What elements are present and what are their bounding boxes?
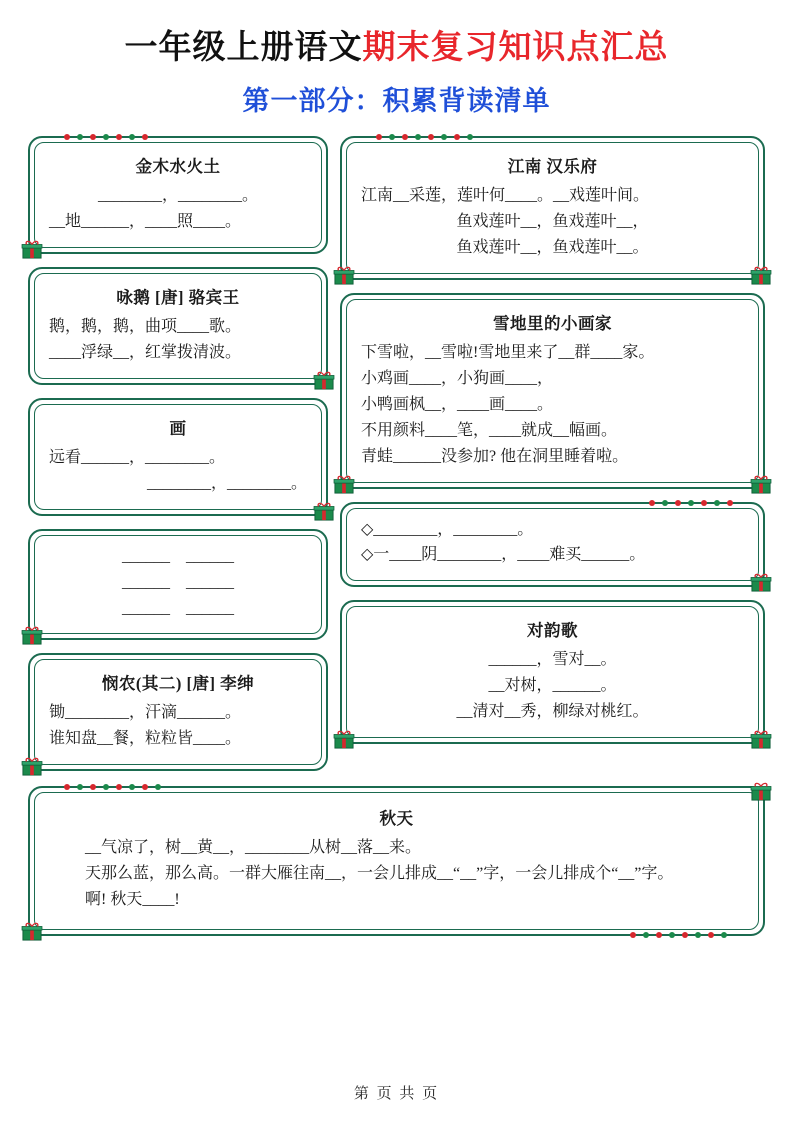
card-line: 青蛙______没参加? 他在洞里睡着啦。: [361, 447, 629, 465]
left-column: [28, 136, 328, 784]
bead-decoration: [630, 932, 727, 938]
card-line: 啊! 秋天____!: [85, 891, 180, 909]
card-line: 天那么蓝，那么高。一群大雁往南__，一会儿排成__“__”字，一会儿排成个“__”字。: [85, 865, 674, 883]
gift-icon: [750, 781, 772, 801]
card-minnong: [28, 653, 328, 771]
bead-decoration: [64, 134, 148, 140]
card-blank-recite: [28, 529, 328, 641]
card-line: __地______，____照____。: [49, 213, 242, 231]
card-line: 鱼戏莲叶__，鱼戏莲叶__，: [456, 213, 649, 231]
page-title: [28, 28, 765, 69]
gift-icon: [21, 625, 43, 645]
page-subtitle: 第一部分：积累背读清单: [242, 86, 551, 117]
gift-icon: [333, 729, 355, 749]
card-line: ◇一____阴________，____难买______。: [361, 546, 646, 564]
card-line: 下雪啦，__雪啦!雪地里来了__群____家。: [361, 343, 655, 361]
gift-icon: [21, 239, 43, 259]
card-title: 画: [169, 418, 187, 438]
gift-icon: [21, 921, 43, 941]
card-line: ______ ______: [122, 573, 234, 591]
card-title: 雪地里的小画家: [493, 313, 612, 333]
card-hua: [28, 398, 328, 516]
card-title: 金木水火土: [135, 157, 221, 177]
card-title: 江南 汉乐府: [507, 157, 598, 177]
card-xuedili-xiaohuajia: [340, 293, 765, 489]
page-title-black: 一年级上册语文: [124, 30, 363, 66]
card-jiangnan: [340, 136, 765, 280]
card-yonge: [28, 267, 328, 385]
card-line: ____浮绿__，红掌拨清波。: [49, 343, 242, 361]
content-grid: [28, 136, 765, 784]
card-duiyunge: [340, 600, 765, 744]
right-column: [340, 136, 765, 757]
card-title: 悯农(其二) [唐] 李绅: [101, 674, 255, 694]
bead-decoration: [64, 784, 161, 790]
card-line: ______ ______: [122, 547, 234, 565]
card-line: __气凉了，树__黄__，________从树__落__来。: [85, 839, 422, 857]
gift-icon: [750, 474, 772, 494]
card-jinmushuihuotu: [28, 136, 328, 254]
gift-icon: [21, 756, 43, 776]
card-line: ________，________。: [97, 187, 258, 205]
card-line: 江南__采莲，莲叶何____。__戏莲叶间。: [361, 187, 650, 205]
page-footer: 第 页 共 页: [353, 1086, 440, 1102]
card-title: 对韵歌: [527, 621, 578, 641]
card-line: 鹅，鹅，鹅，曲项____歌。: [49, 318, 242, 336]
card-line: ______ ______: [122, 599, 234, 617]
card-qiutian: [28, 786, 765, 936]
card-line: 远看______，________。: [49, 448, 226, 466]
gift-icon: [333, 265, 355, 285]
card-proverbs: [340, 502, 765, 588]
card-line: ______，雪对__。: [488, 651, 617, 669]
card-line: __对树，______。: [488, 677, 617, 695]
gift-icon: [750, 572, 772, 592]
gift-icon: [750, 729, 772, 749]
card-title: 秋天: [379, 809, 414, 829]
card-line: ◇________，________。: [361, 520, 534, 538]
card-line: 谁知盘__餐，粒粒皆____。: [49, 730, 242, 748]
page-title-red: 期末复习知识点汇总: [362, 30, 669, 66]
card-title: 咏鹅 [唐] 骆宾王: [116, 288, 240, 308]
card-line: ________，________。: [146, 474, 307, 492]
bead-decoration: [649, 500, 733, 506]
gift-icon: [313, 501, 335, 521]
gift-icon: [750, 265, 772, 285]
gift-icon: [333, 474, 355, 494]
card-line: 小鸡画____，小狗画____，: [361, 369, 554, 387]
card-line: 不用颜料____笔，____就成__幅画。: [361, 421, 618, 439]
card-line: __清对__秀，柳绿对桃红。: [456, 703, 649, 721]
bead-decoration: [376, 134, 473, 140]
gift-icon: [313, 370, 335, 390]
card-line: 鱼戏莲叶__，鱼戏莲叶__。: [456, 239, 649, 257]
card-line: 小鸭画枫__，____画____。: [361, 395, 554, 413]
card-line: 锄________，汗滴______。: [49, 704, 242, 722]
